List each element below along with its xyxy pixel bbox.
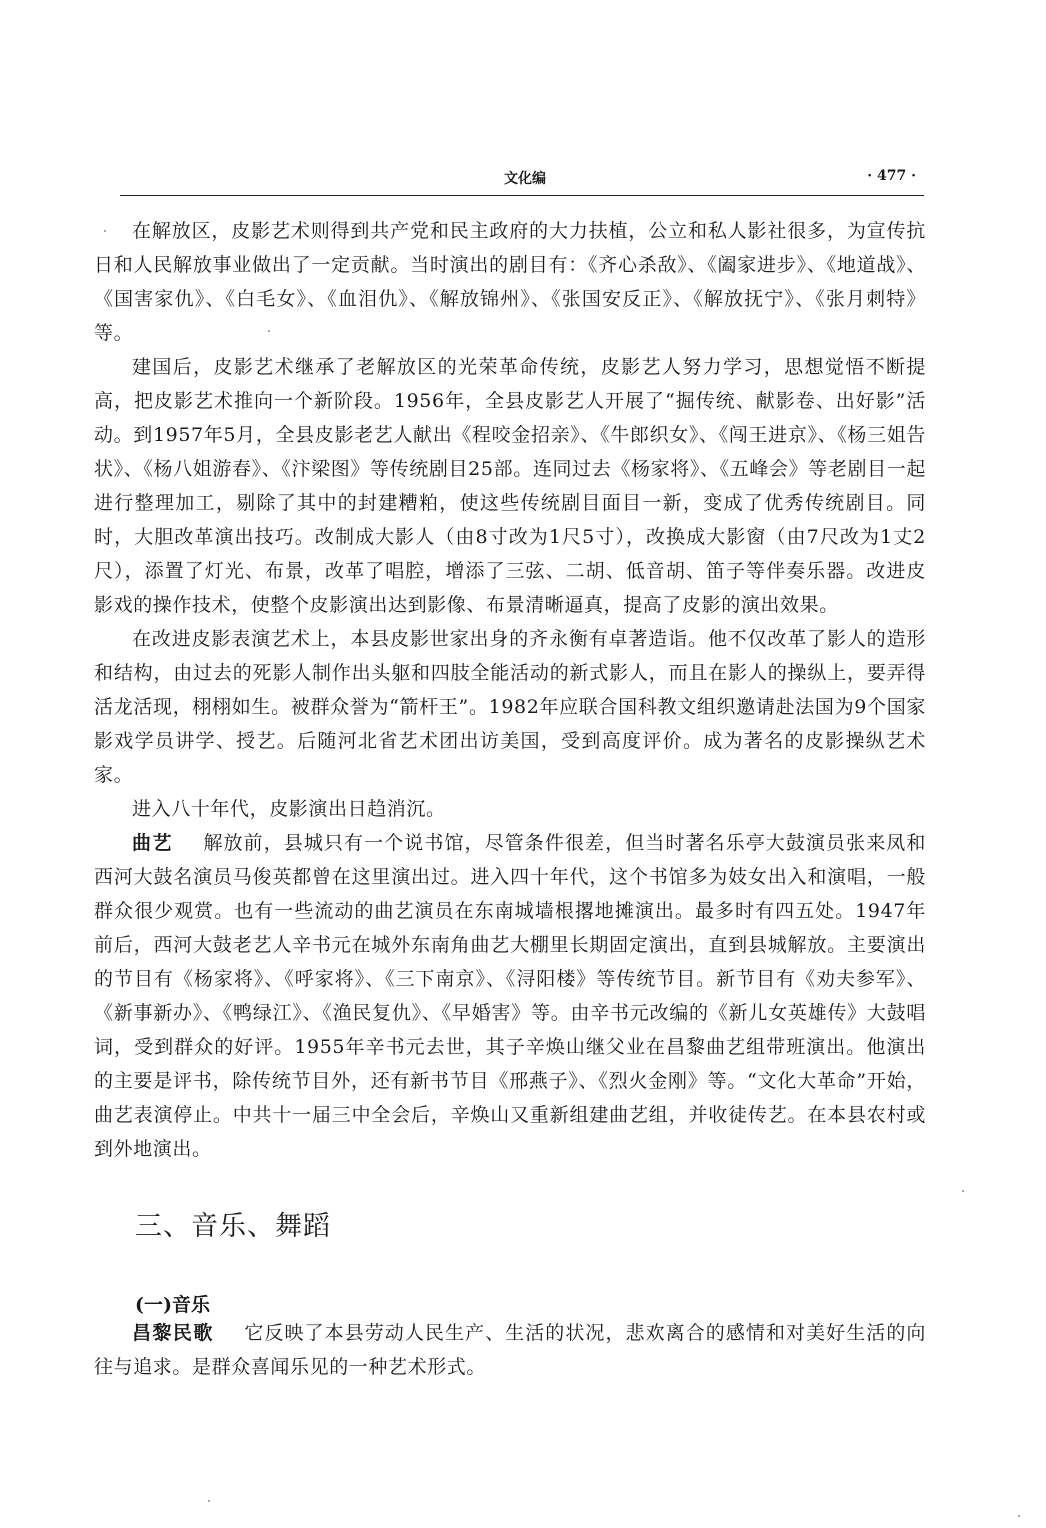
paragraph-liberated-area: 在解放区，皮影艺术则得到共产党和民主政府的大力扶植，公立和私人影社很多，为宣传抗日和人民解放事业做出了一定贡献。当时演出的剧目有：《齐心杀敌》、《阖家进步》、《地道战》、《国害家仇》、《白毛女》、《血泪仇》、《解放锦州》、《张国安反正》、《解放抚宁》、《张月刺特》等。: [94, 220, 926, 344]
subsection-heading: (一)音乐: [135, 1294, 210, 1316]
running-title: 文化编: [504, 171, 546, 187]
scan-speck: [1018, 1515, 1020, 1517]
folk-song-term: 昌黎民歌: [132, 1322, 214, 1344]
scan-speck: [208, 1500, 210, 1502]
scan-speck: [268, 330, 270, 332]
paragraph-post-founding: 建国后，皮影艺术继承了老解放区的光荣革命传统，皮影艺人努力学习，思想觉悟不断提高，把皮影艺术推向一个新阶段。1956年，全县皮影艺人开展了“掘传统、献影卷、出好影”活动。到1957年5月，全县皮影老艺人献出《程咬金招亲》、《牛郎织女》、《闯王进京》、《杨三姐告状》、《杨八姐游春》、《汴梁图》等传统剧目25部。连同过去《杨家将》、《五峰会》等老剧目一起进行整理加工，剔除了其中的封建糟粕，使这些传统剧目面目一新，变成了优秀传统剧目。同时，大胆改革演出技巧。改制成大影人（由8寸改为1尺5寸），改换成大影窗（由7尺改为1丈2尺），添置了灯光、布景，改革了唱腔，增添了三弦、二胡、低音胡、笛子等伴奏乐器。改进皮影戏的操作技术，使整个皮影演出达到影像、布景清晰逼真，提高了皮影的演出效果。: [94, 356, 926, 616]
quyi-term: 曲艺: [132, 832, 173, 854]
scan-speck: [962, 1190, 964, 1192]
page-number: · 477 ·: [867, 168, 916, 184]
paragraph-folk-song: [94, 1316, 926, 1384]
header-rule: [120, 195, 924, 196]
quyi-text: 解放前，县城只有一个说书馆，尽管条件很差，但当时著名乐亭大鼓演员张来凤和西河大鼓名演员马俊英都曾在这里演出过。进入四十年代，这个书馆多为妓女出入和演唱，一般群众很少观赏。也有一些流动的曲艺演员在东南城墙根撂地摊演出。最多时有四五处。1947年前后，西河大鼓老艺人辛书元在城外东南角曲艺大棚里长期固定演出，直到县城解放。主要演出的节目有《杨家将》、《呼家将》、《三下南京》、《浔阳楼》等传统节目。新节目有《劝夫参军》、《新事新办》、《鸭绿江》、《渔民复仇》、《早婚害》等。由辛书元改编的《新儿女英雄传》大鼓唱词，受到群众的好评。1955年辛书元去世，其子辛焕山继父业在昌黎曲艺组带班演出。他演出的主要是评书，除传统节目外，还有新书节目《邢燕子》、《烈火金刚》等。“文化大革命”开始，曲艺表演停止。中共十一届三中全会后，辛焕山又重新组建曲艺组，并收徒传艺。在本县农村或到外地演出。: [94, 832, 926, 1160]
section-heading: 三、音乐、舞蹈: [135, 1211, 331, 1242]
paragraph-quyi: [94, 826, 926, 1166]
running-head: [120, 168, 920, 190]
scan-speck: [104, 230, 106, 232]
paragraph-qi-yongheng: 在改进皮影表演艺术上，本县皮影世家出身的齐永衡有卓著造诣。他不仅改革了影人的造形和结构，由过去的死影人制作出头躯和四肢全能活动的新式影人，而且在影人的操纵上，要弄得活龙活现，栩栩如生。被群众誉为“箭杆王”。1982年应联合国科教文组织邀请赴法国为9个国家影戏学员讲学、授艺。后随河北省艺术团出访美国，受到高度评价。成为著名的皮影操纵艺术家。: [94, 628, 926, 786]
body-text: [94, 214, 926, 1166]
folk-song-text: 它反映了本县劳动人民生产、生活的状况，悲欢离合的感情和对美好生活的向往与追求。是群众喜闻乐见的一种艺术形式。: [94, 1322, 926, 1378]
paragraph-eighties: 进入八十年代，皮影演出日趋消沉。: [132, 798, 446, 820]
